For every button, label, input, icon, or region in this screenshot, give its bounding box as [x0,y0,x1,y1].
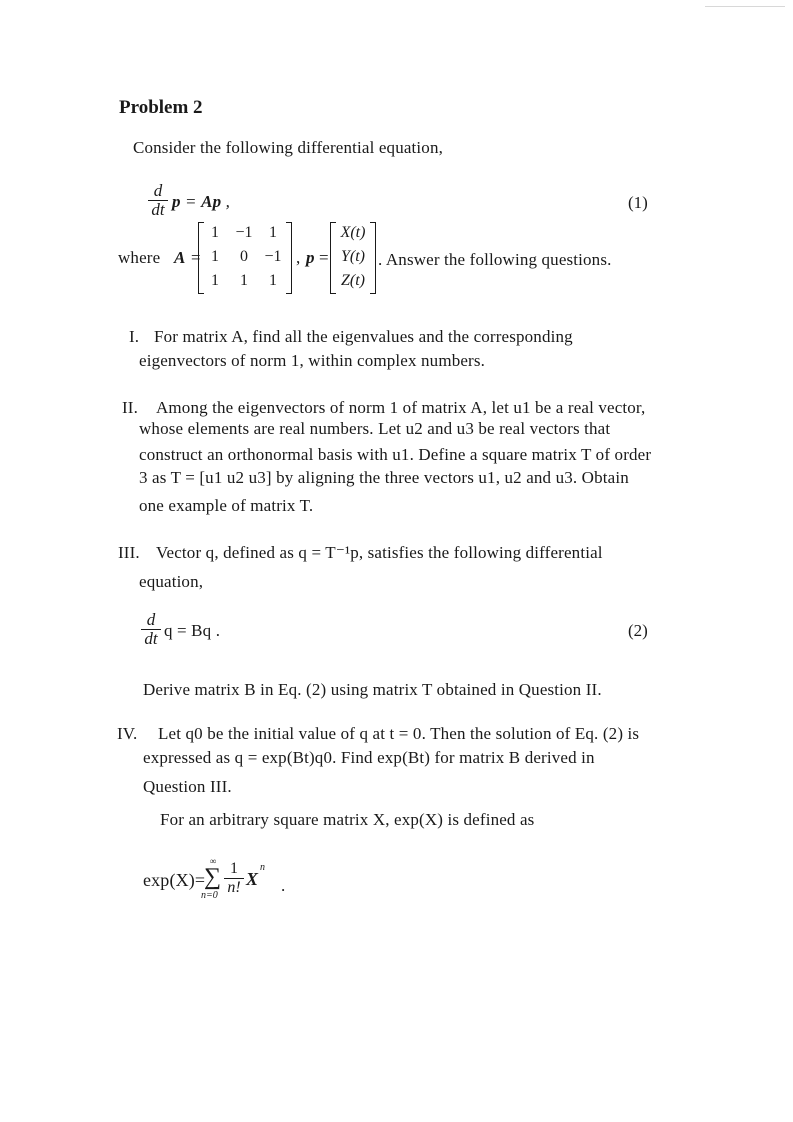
where-label: where [118,248,161,267]
sum-upper-limit: ∞ [209,856,217,866]
A-cell: 1 [240,272,248,289]
A-cell: 1 [211,248,219,265]
comma: , [296,248,301,267]
q3-line2: equation, [139,572,204,591]
exp-formula-lhs: exp(X)= [143,870,206,890]
eq1-rhs: p = Ap , [172,192,231,211]
q4-numeral: IV. [117,724,138,743]
A-cell: 1 [269,272,277,289]
exp-frac-den: n! [227,879,241,896]
q4-line3: Question III. [143,777,232,796]
exp-power: n [260,862,265,873]
p-cell: X(t) [340,224,366,241]
q3-line1: Vector q, defined as q = T⁻¹p, satisfies the following differential [156,543,603,562]
q1-numeral: I. [129,327,140,346]
exp-fraction [224,860,244,897]
q2-line1: Among the eigenvectors of norm 1 of matrix A, let u1 be a real vector, [156,398,646,417]
exp-X-term: X [246,869,259,889]
eq1-den: dt [151,200,165,219]
where-trailing-text: . Answer the following questions. [378,250,612,269]
eq2-number: (2) [628,621,648,640]
problem-title: Problem 2 [119,97,203,118]
eq1-derivative [148,182,168,219]
q2-line3: construct an orthonormal basis with u1. Define a square matrix T of order [139,445,652,464]
scan-edge-line [705,6,785,7]
A-cell: 1 [211,224,219,241]
q4-line1: Let q0 be the initial value of q at t = 0. Then the solution of Eq. (2) is [158,724,640,743]
exp-frac-num: 1 [230,860,238,877]
q2-line5: one example of matrix T. [139,496,314,515]
q2-line4: 3 as T = [u1 u2 u3] by aligning the three vectors u1, u2 and u3. Obtain [139,468,629,487]
p-cell: Y(t) [341,248,365,265]
eq2-derivative [141,611,161,648]
A-label: A = [174,248,202,267]
A-cell: 1 [269,224,277,241]
q1-line2: eigenvectors of norm 1, within complex numbers. [139,351,486,370]
eq2-num: d [146,610,156,629]
q1-line1: For matrix A, find all the eigenvalues and the corresponding [154,327,573,346]
matrix-A [198,222,292,294]
eq2-rhs: q = Bq . [164,621,221,640]
intro-text: Consider the following differential equation, [133,138,444,157]
eq1-num: d [153,181,163,200]
q4-line4: For an arbitrary square matrix X, exp(X) is defined as [160,810,535,829]
q4-line2: expressed as q = exp(Bt)q0. Find exp(Bt) for matrix B derived in [143,748,595,767]
q2-line2: whose elements are real numbers. Let u2 and u3 be real vectors that [139,419,611,438]
q3-numeral: III. [118,543,140,562]
q2-numeral: II. [122,398,139,417]
A-cell: −1 [264,248,282,265]
A-cell: −1 [235,224,253,241]
q3-line3: Derive matrix B in Eq. (2) using matrix T obtained in Question II. [143,680,602,699]
sum-lower-limit: n=0 [201,890,218,901]
vector-p [330,222,376,294]
exp-period: . [281,876,286,895]
p-cell: Z(t) [341,272,365,289]
eq2-den: dt [144,629,158,648]
p-label: p = [306,248,329,267]
sigma-icon: ∑ [204,864,222,890]
A-cell: 0 [240,248,248,265]
eq1-number: (1) [628,193,648,212]
A-cell: 1 [211,272,219,289]
